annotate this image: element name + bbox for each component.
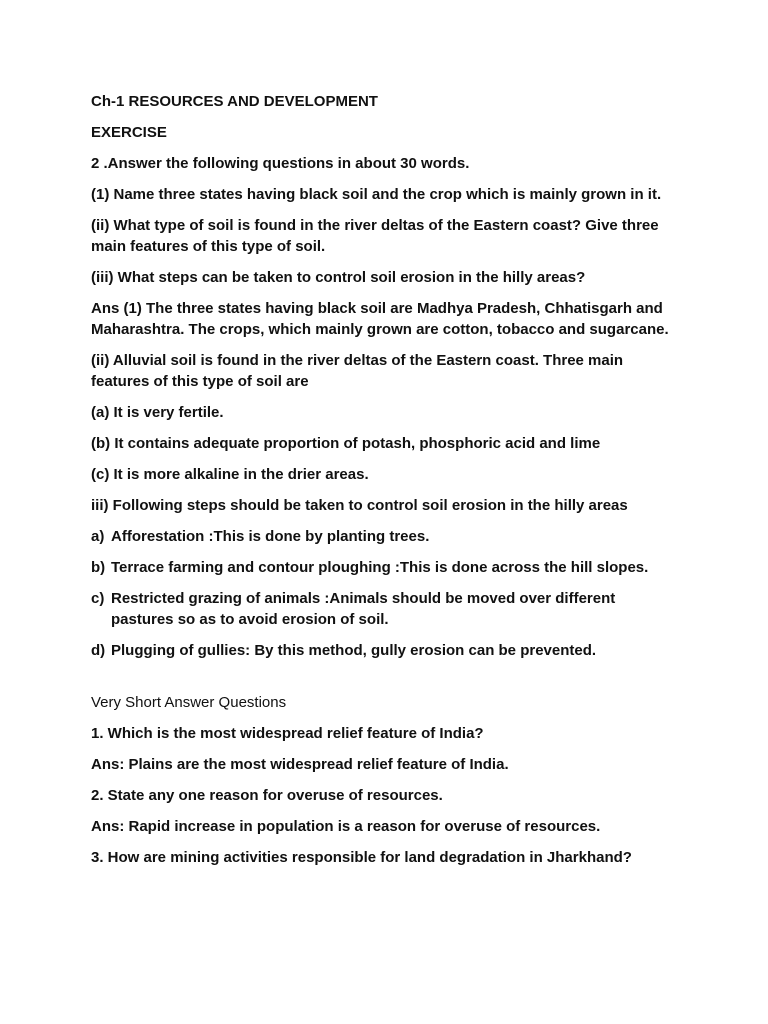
- step-text: Terrace farming and contour ploughing :This is done across the hill slopes.: [111, 559, 649, 576]
- list-marker: d): [91, 642, 106, 659]
- answer-line: (ii) Alluvial soil is found in the river deltas of the Eastern coast. Three main: [91, 352, 624, 369]
- feature-item: (a) It is very fertile.: [91, 404, 224, 421]
- answer-line: features of this type of soil are: [91, 373, 309, 390]
- exercise-heading: EXERCISE: [91, 124, 167, 141]
- vsa-item: 2. State any one reason for overuse of resources.: [91, 787, 443, 804]
- step-item: [91, 526, 691, 547]
- list-marker: c): [91, 590, 105, 607]
- feature-item: (c) It is more alkaline in the drier areas.: [91, 466, 369, 483]
- document-page: [91, 91, 691, 878]
- vsa-item: Ans: Plains are the most widespread relief feature of India.: [91, 756, 509, 773]
- step-item: [91, 557, 691, 578]
- instruction-text: 2 .Answer the following questions in about 30 words.: [91, 155, 470, 172]
- question-line: (1) Name three states having black soil and the crop which is mainly grown in it.: [91, 186, 662, 203]
- question-1: [91, 184, 691, 205]
- step-text: Plugging of gullies: By this method, gully erosion can be prevented.: [111, 642, 597, 659]
- answer-line: Maharashtra. The crops, which mainly grown are cotton, tobacco and sugarcane.: [91, 321, 669, 338]
- answer-line: Ans (1) The three states having black soil are Madhya Pradesh, Chhatisgarh and: [91, 300, 663, 317]
- question-line: (ii) What type of soil is found in the river deltas of the Eastern coast? Give three: [91, 217, 659, 234]
- list-marker: b): [91, 559, 106, 576]
- question-3: [91, 267, 691, 288]
- list-marker: a): [91, 528, 105, 545]
- chapter-title: Ch-1 RESOURCES AND DEVELOPMENT: [91, 93, 378, 110]
- question-line: (iii) What steps can be taken to control soil erosion in the hilly areas?: [91, 269, 586, 286]
- question-2: [91, 215, 691, 257]
- answer-3-intro: iii) Following steps should be taken to control soil erosion in the hilly areas: [91, 497, 628, 514]
- feature-item: (b) It contains adequate proportion of potash, phosphoric acid and lime: [91, 435, 601, 452]
- answer-2: [91, 350, 691, 392]
- step-text: Restricted grazing of animals :Animals should be moved over different: [111, 590, 616, 607]
- step-item: [91, 640, 691, 661]
- vsa-heading: Very Short Answer Questions: [91, 694, 287, 711]
- step-text: Afforestation :This is done by planting trees.: [111, 528, 430, 545]
- vsa-item: 3. How are mining activities responsible for land degradation in Jharkhand?: [91, 849, 632, 866]
- spacer: [91, 671, 691, 692]
- step-item: [91, 588, 691, 630]
- vsa-item: 1. Which is the most widespread relief feature of India?: [91, 725, 484, 742]
- question-line: main features of this type of soil.: [91, 238, 326, 255]
- answer-1: [91, 298, 691, 340]
- step-text: pastures so as to avoid erosion of soil.: [111, 611, 389, 628]
- vsa-item: Ans: Rapid increase in population is a reason for overuse of resources.: [91, 818, 601, 835]
